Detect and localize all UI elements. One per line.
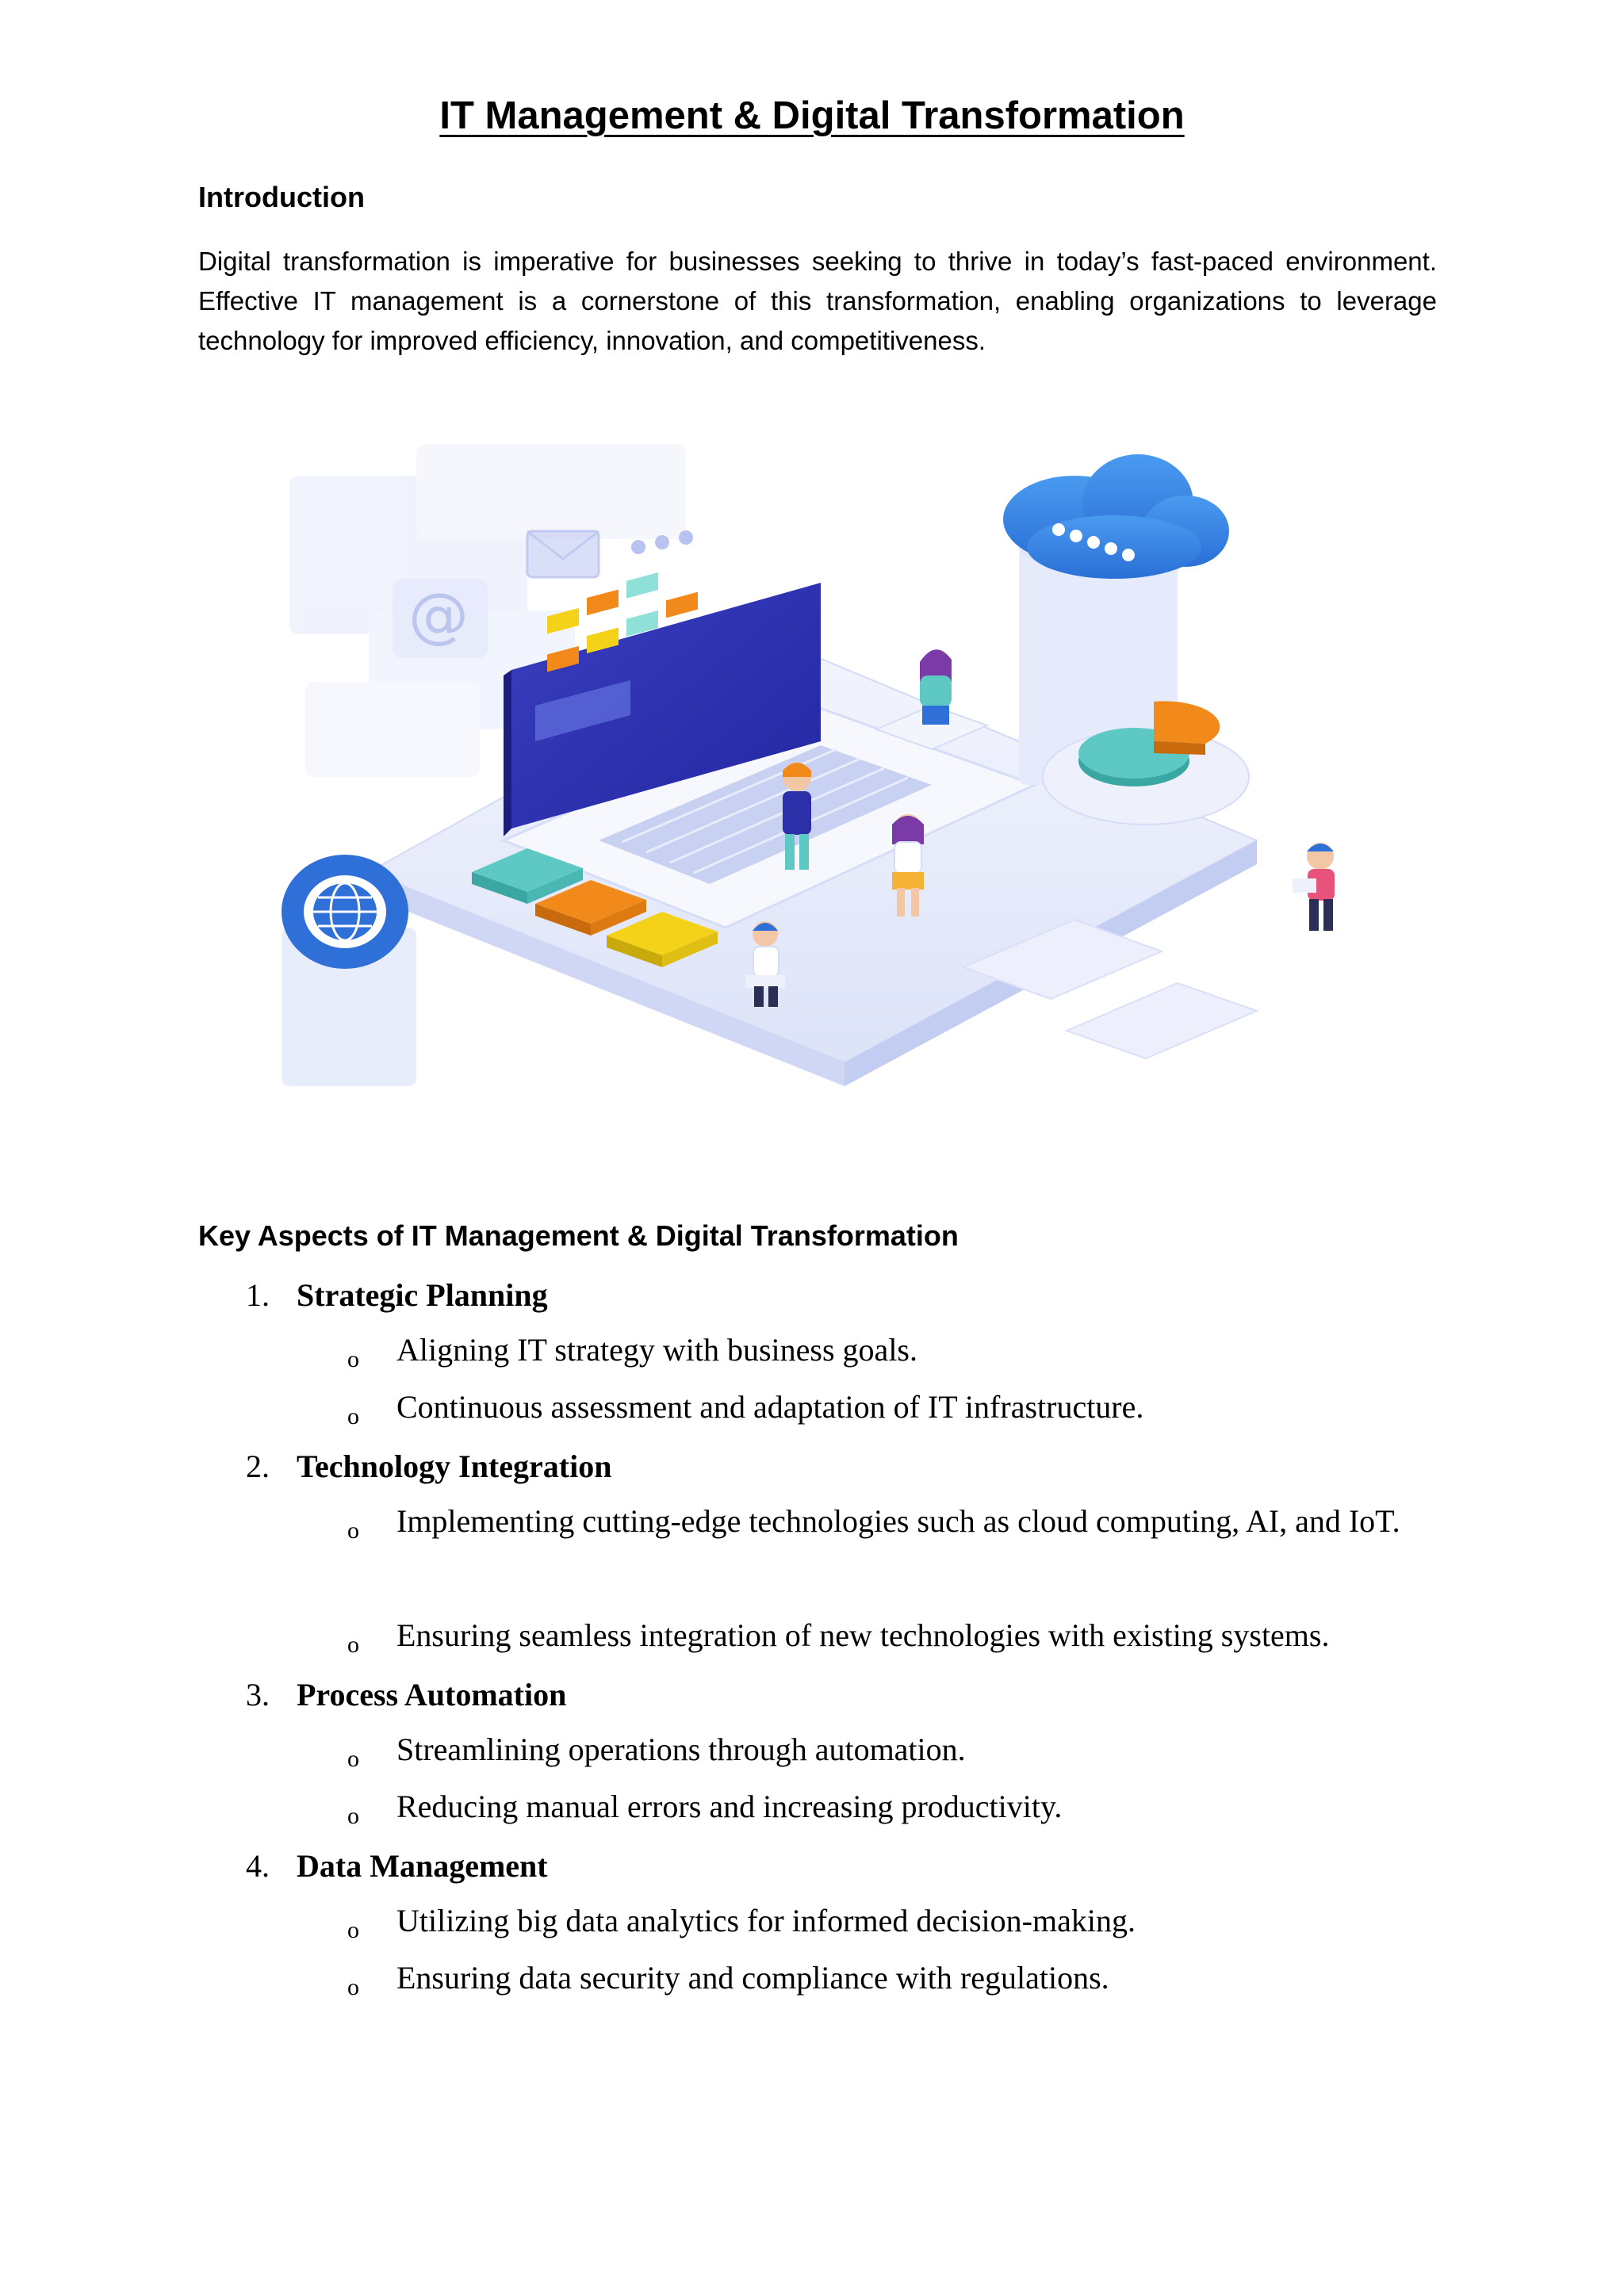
introduction-heading: Introduction — [198, 181, 365, 213]
key-aspects-heading: Key Aspects of IT Management & Digital Transformation — [198, 1219, 959, 1252]
aspect-point: Reducing manual errors and increasing productivity. — [396, 1789, 1063, 1824]
aspect-point: Ensuring seamless integration of new technologies with existing systems. — [396, 1617, 1330, 1653]
bullet-marker: o — [347, 1517, 359, 1544]
introduction-paragraph: Digital transformation is imperative for businesses seeking to thrive in today’s fast-paced environment. Effective IT management is a cornerstone of this transformation, enabling organizations to leverage technology for improved efficiency, innovation, and competitiveness. — [198, 247, 1437, 355]
svg-text:@: @ — [408, 580, 469, 650]
aspect-item-strategic-planning — [246, 1276, 548, 1314]
bullet-marker: o — [347, 1632, 359, 1658]
at-sign-icon — [393, 579, 488, 658]
globe-icon — [282, 855, 416, 1086]
aspect-point: Continuous assessment and adaptation of IT infrastructure. — [396, 1389, 1144, 1425]
aspect-number: 3. — [246, 1677, 270, 1712]
aspect-point: Aligning IT strategy with business goals. — [396, 1332, 917, 1368]
aspect-item-technology-integration — [246, 1448, 611, 1485]
aspect-title: Strategic Planning — [297, 1277, 548, 1313]
person-with-tablet-far-right — [1293, 843, 1335, 931]
aspect-number: 4. — [246, 1848, 270, 1884]
aspect-number: 2. — [246, 1448, 270, 1484]
bullet-marker: o — [347, 1403, 359, 1429]
aspect-point: Utilizing big data analytics for informed decision-making. — [396, 1903, 1136, 1938]
email-icon — [527, 531, 599, 577]
bullet-marker: o — [347, 1974, 359, 2000]
aspect-title: Process Automation — [297, 1677, 567, 1712]
person-sitting-top — [920, 649, 952, 725]
aspect-point: Streamlining operations through automation. — [396, 1732, 966, 1767]
bullet-marker: o — [347, 1917, 359, 1943]
digital-transformation-illustration — [274, 428, 1368, 1126]
aspect-point: Ensuring data security and compliance with regulations. — [396, 1960, 1109, 1996]
aspect-title: Data Management — [297, 1848, 548, 1884]
aspect-item-data-management — [246, 1847, 548, 1885]
aspect-item-process-automation — [246, 1676, 566, 1713]
document-title: IT Management & Digital Transformation — [439, 94, 1185, 137]
aspect-title: Technology Integration — [297, 1448, 612, 1484]
bullet-marker: o — [347, 1746, 359, 1772]
bullet-marker: o — [347, 1346, 359, 1372]
aspect-point: Implementing cutting-edge technologies such as cloud computing, AI, and IoT. — [396, 1503, 1400, 1539]
aspect-number: 1. — [246, 1277, 270, 1313]
bullet-marker: o — [347, 1803, 359, 1829]
